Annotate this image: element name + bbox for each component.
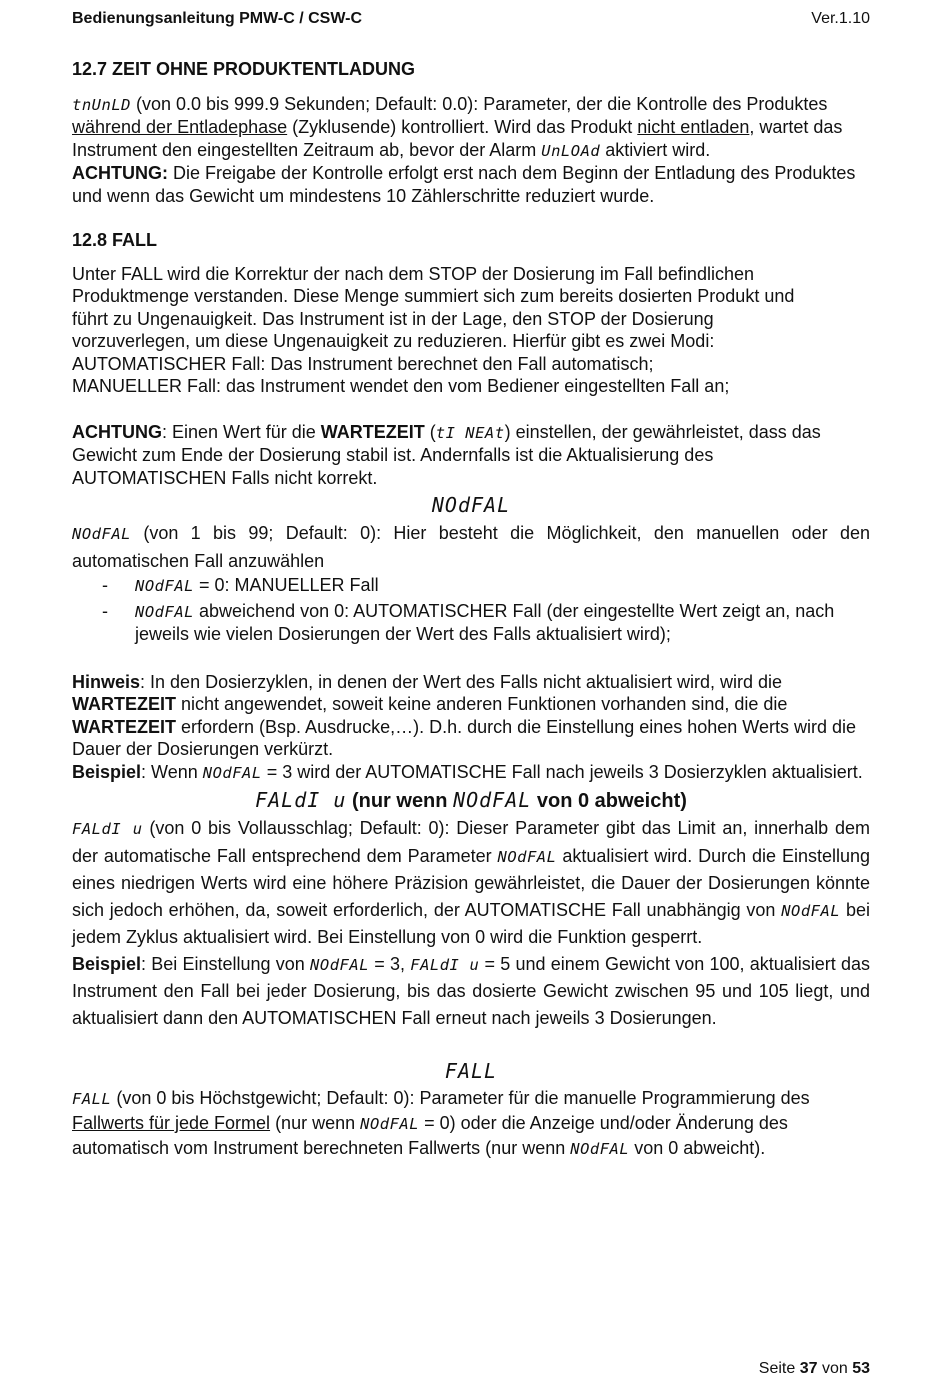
tnunld-paragraph: tnUnLD (von 0.0 bis 999.9 Sekunden; Default: 0.0): Parameter, der die Kontrolle des Produktes während der Entladephase (Zyklusende) kontrolliert. Wird das Produkt nicht entladen, wartet das Instrument den eingestellten Zeitraum ab, bevor der Alarm UnLOAd aktiviert wird.	[72, 93, 843, 160]
fall-description: FALL (von 0 bis Höchstgewicht; Default: 0): Parameter für die manuelle Programmierung des Fallwerts für jede Formel (nur wenn NOdFAL = 0) oder die Anzeige und/oder Änderung des automatisch vom Instrument berechneten Fallwerts (nur wenn NOdFAL von 0 abweicht).	[72, 1088, 810, 1158]
page-number: Seite 37 von 53	[758, 1360, 870, 1377]
modfal-options	[72, 574, 870, 646]
modfal-heading: NOdFAL	[431, 493, 511, 517]
example-paragraph: Beispiel: Wenn NOdFAL = 3 wird der AUTOMATISCHE Fall nach jeweils 3 Dosierzyklen aktualisiert.	[72, 761, 863, 782]
section-title-12-7: 12.7 ZEIT OHNE PRODUKTENTLADUNG	[72, 59, 416, 79]
modfal-description: NOdFAL (von 1 bis 99; Default: 0): Hier besteht die Möglichkeit, den manuellen oder den automatischen Fall anzuwählen	[72, 523, 870, 571]
page-content	[72, 58, 870, 1161]
fall-heading: FALL	[444, 1059, 498, 1083]
fall-intro: Unter FALL wird die Korrektur der nach dem STOP der Dosierung im Fall befindlichen Produktmenge verstanden. Diese Menge summiert sich zum bereits dosierten Produkt und führt zu Ungenauigkeit. Das Instrument ist in der Lage, den STOP der Dosierung vorzuverlegen, um diese Ungenauigkeit zu reduzieren. Hierfür gibt es zwei Modi: AUTOMATISCHER Fall: Das Instrument berechnet den Fall automatisch; MANUELLER Fall: das Instrument wendet den vom Bediener eingestellten Fall an;	[72, 263, 795, 396]
hint-paragraph: Hinweis: In den Dosierzyklen, in denen der Wert des Falls nicht aktualisiert wird, wird die WARTEZEIT nicht angewendet, soweit keine anderen Funktionen vorhanden sind, die die WARTEZEIT erfordern (Bsp. Ausdrucke,…). D.h. durch die Einstellung eines hohen Werts wird die Dauer der Dosierungen verkürzt.	[72, 671, 857, 759]
list-item: - NOdFAL abweichend von 0: AUTOMATISCHER Fall (der eingestellte Wert zeigt an, nach jeweils wie vielen Dosierungen der Wert des Falls aktualisiert wird);	[102, 600, 835, 644]
faldiu-heading: FALdI u (nur wenn NOdFAL von 0 abweicht)	[255, 788, 687, 812]
document-title: Bedienungsanleitung PMW-C / CSW-C	[72, 10, 363, 27]
param-code: tnUnLD	[72, 95, 131, 114]
alarm-code: UnLOAd	[541, 141, 601, 160]
faldiu-example: Beispiel: Bei Einstellung von NOdFAL = 3, FALdI u = 5 und einem Gewicht von 100, aktualisiert das Instrument den Fall bei jeder Dosierung, bis das dosierte Gewicht zwischen 95 und 105 liegt, und aktualisiert dann den AUTOMATISCHEN Fall erneut nach jeweils 3 Dosierungen.	[72, 953, 870, 1028]
page-header	[72, 10, 870, 30]
document-version: Ver.1.10	[811, 10, 870, 27]
faldiu-description: FALdI u (von 0 bis Vollausschlag; Default: 0): Dieser Parameter gibt das Limit an, innerhalb dem der automatische Fall entsprechend dem Parameter NOdFAL aktualisiert wird. Durch die Einstellung eines niedrigen Werts wird eine höhere Präzision gewährleistet, die Dauer der Dosierungen könnte sich jedoch erhöhen, da, soweit erforderlich, der AUTOMATISCHE Fall unabhängig von NOdFAL bei jedem Zyklus aktualisiert wird. Bei Einstellung von 0 wird die Funktion gesperrt.	[72, 818, 871, 947]
wartezeit-attention: ACHTUNG: Einen Wert für die WARTEZEIT (tI NEAt) einstellen, der gewährleistet, dass das Gewicht zum Ende der Dosierung stabil ist. Andernfalls ist die Aktualisierung des AUTOMATISCHEN Falls nicht korrekt.	[72, 421, 821, 488]
attention-paragraph: ACHTUNG: Die Freigabe der Kontrolle erfolgt erst nach dem Beginn der Entladung des Produktes und wenn das Gewicht um mindestens 10 Zählerschritte reduziert wurde.	[72, 163, 856, 206]
list-item: - NOdFAL = 0: MANUELLER Fall	[102, 575, 379, 595]
section-title-12-8: 12.8 FALL	[72, 230, 158, 250]
